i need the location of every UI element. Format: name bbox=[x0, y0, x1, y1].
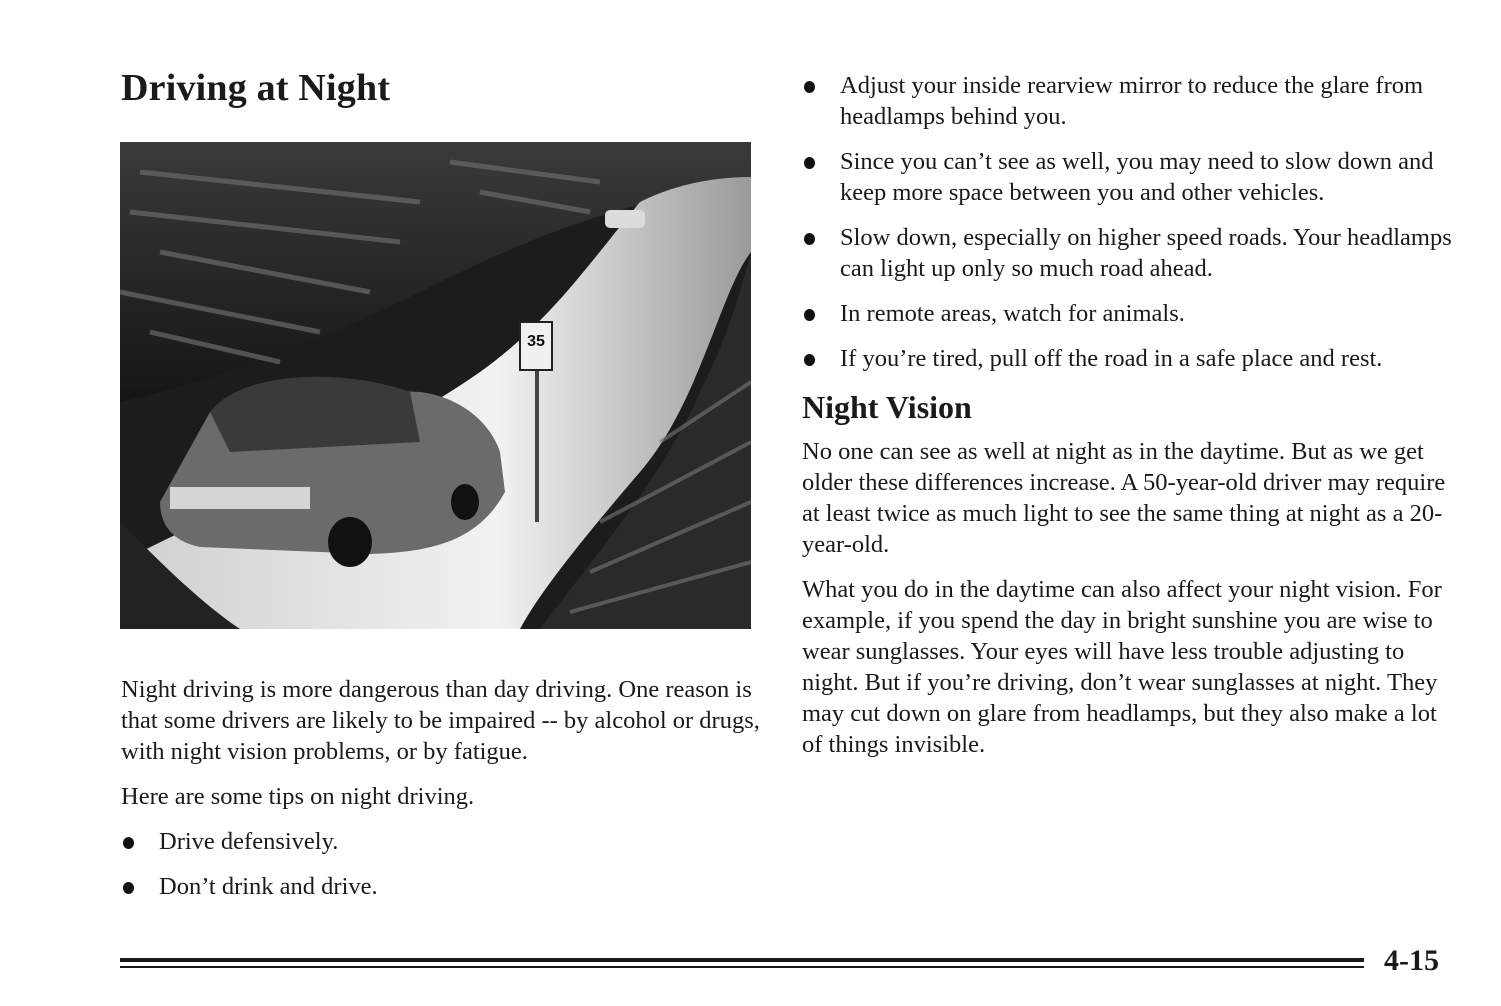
right-column bbox=[802, 70, 1452, 774]
list-item: Slow down, especially on higher speed roads. Your headlamps can light up only so much road ahead. bbox=[802, 222, 1452, 284]
page-title: Driving at Night bbox=[121, 67, 391, 109]
bullet-icon bbox=[804, 233, 815, 245]
night-vision-paragraph-1: No one can see as well at night as in the daytime. But as we get older these differences increase. A 50-year-old driver may require at least twice as much light to see the same thing at night as a 20-year-old. bbox=[802, 438, 1446, 558]
bullet-icon bbox=[804, 354, 815, 366]
footer-rule-thin bbox=[120, 966, 1364, 968]
night-vision-paragraph-2: What you do in the daytime can also affect your night vision. For example, if you spend the day in bright sunshine you are wise to wear sunglasses. Your eyes will have less trouble adjusting to night. But if you’re driving, don’t wear sunglasses at night. They may cut down on glare from headlamps, but they also make a lot of things invisible. bbox=[802, 576, 1442, 758]
right-tips-list bbox=[802, 70, 1452, 374]
footer-rule-thick bbox=[120, 958, 1364, 962]
left-tips-list bbox=[121, 826, 761, 902]
bullet-icon bbox=[123, 837, 134, 849]
list-item: Don’t drink and drive. bbox=[121, 871, 761, 902]
page-number: 4-15 bbox=[1384, 944, 1439, 977]
list-item: If you’re tired, pull off the road in a safe place and rest. bbox=[802, 343, 1452, 374]
night-driving-illustration bbox=[120, 142, 751, 629]
intro-paragraph: Night driving is more dangerous than day driving. One reason is that some drivers are likely to be impaired -- by alcohol or drugs, with night vision problems, or by fatigue. bbox=[121, 676, 760, 765]
bullet-icon bbox=[804, 309, 815, 321]
speed-sign-number: 35 bbox=[527, 333, 545, 350]
list-item: Since you can’t see as well, you may need to slow down and keep more space between you and other vehicles. bbox=[802, 146, 1452, 208]
bullet-icon bbox=[804, 81, 815, 93]
section-heading-night-vision: Night Vision bbox=[802, 389, 972, 425]
bullet-icon bbox=[804, 157, 815, 169]
bullet-icon bbox=[123, 882, 134, 894]
list-item: In remote areas, watch for animals. bbox=[802, 298, 1452, 329]
tips-intro-paragraph: Here are some tips on night driving. bbox=[121, 783, 475, 810]
list-item: Drive defensively. bbox=[121, 826, 761, 857]
left-column bbox=[121, 674, 761, 916]
list-item: Adjust your inside rearview mirror to reduce the glare from headlamps behind you. bbox=[802, 70, 1452, 132]
